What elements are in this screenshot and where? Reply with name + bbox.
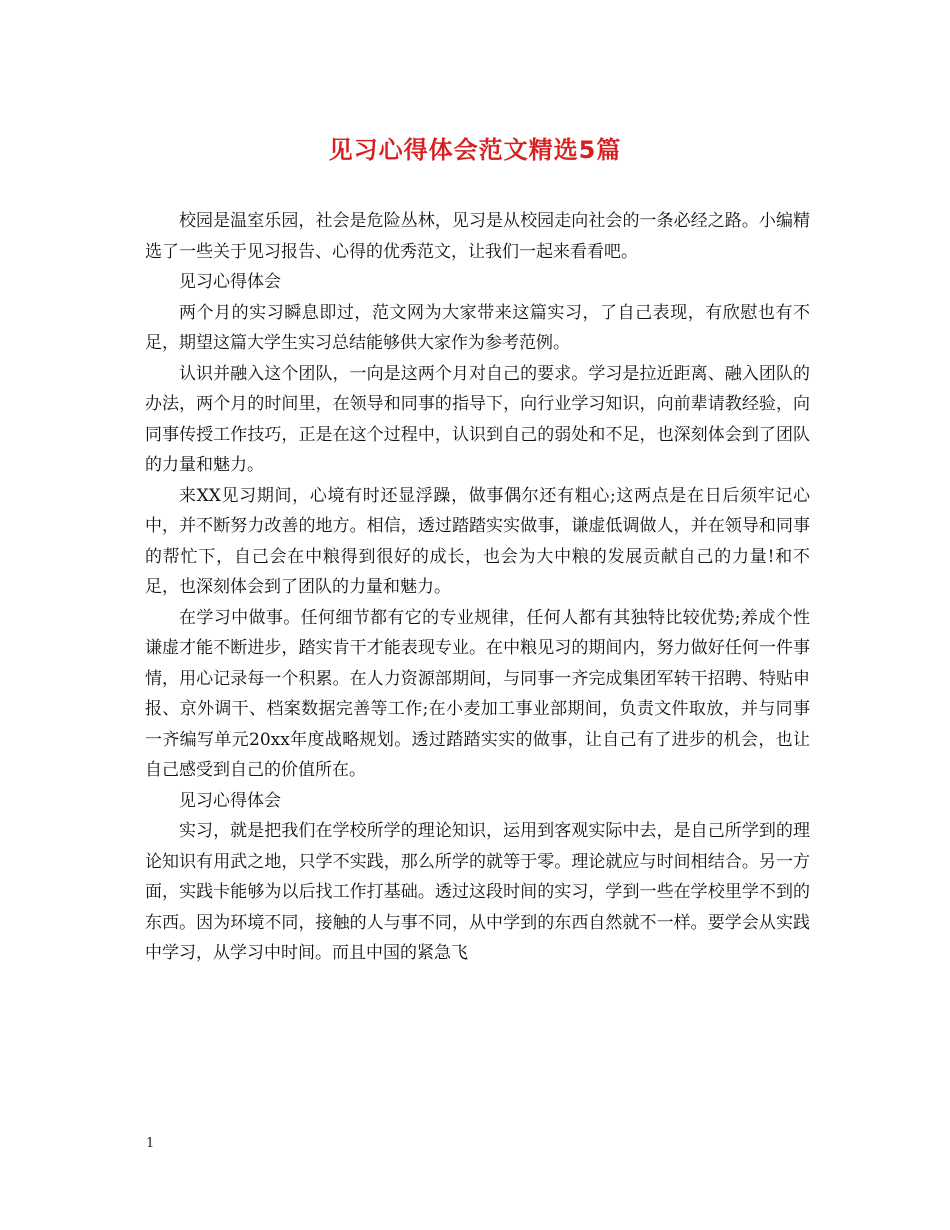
paragraph: 实习，就是把我们在学校所学的理论知识，运用到客观实际中去，是自己所学到的理论知识有用武之地，只学不实践，那么所学的就等于零。理论就应与时间相结合。另一方面，实践卡能够为以后找工作打基础。透过这段时间的实习，学到一些在学校里学不到的东西。因为环境不同，接触的人与事不同，从中学到的东西自然就不一样。要学会从实践中学习，从学习中时间。而且中国的紧急飞	[145, 821, 810, 963]
paragraph: 认识并融入这个团队，一向是这两个月对自己的要求。学习是拉近距离、融入团队的办法，两个月的时间里，在领导和同事的指导下，向行业学习知识，向前辈请教经验，向同事传授工作技巧，正是在这个过程中，认识到自己的弱处和不足，也深刻体会到了团队的力量和魅力。	[145, 363, 810, 475]
paragraph: 两个月的实习瞬息即过，范文网为大家带来这篇实习，了自己表现，有欣慰也有不足，期望这篇大学生实习总结能够供大家作为参考范例。	[145, 302, 810, 353]
document-body	[145, 206, 810, 969]
section-heading: 见习心得体会	[179, 272, 281, 292]
paragraph: 在学习中做事。任何细节都有它的专业规律，任何人都有其独特比较优势;养成个性谦虚才能不断进步，踏实肯干才能表现专业。在中粮见习的期间内，努力做好任何一件事情，用心记录每一个积累。在人力资源部期间，与同事一齐完成集团军转干招聘、特贴申报、京外调干、档案数据完善等工作;在小麦加工事业部期间，负责文件取放，并与同事一齐编写单元20xx年度战略规划。透过踏踏实实的做事，让自己有了进步的机会，也让自己感受到自己的价值所在。	[145, 607, 810, 780]
document-title: 见习心得体会范文精选5篇	[328, 136, 622, 164]
paragraph: 来XX见习期间，心境有时还显浮躁，做事偶尔还有粗心;这两点是在日后须牢记心中，并不断努力改善的地方。相信，透过踏踏实实做事，谦虚低调做人，并在领导和同事的帮忙下，自己会在中粮得到很好的成长，也会为大中粮的发展贡献自己的力量!和不足，也深刻体会到了团队的力量和魅力。	[145, 485, 810, 597]
section-heading: 见习心得体会	[179, 790, 281, 811]
paragraph-intro: 校园是温室乐园，社会是危险丛林，见习是从校园走向社会的一条必经之路。小编精选了一些关于见习报告、心得的优秀范文，让我们一起来看看吧。	[145, 211, 810, 262]
page-number: 1	[146, 1136, 155, 1151]
